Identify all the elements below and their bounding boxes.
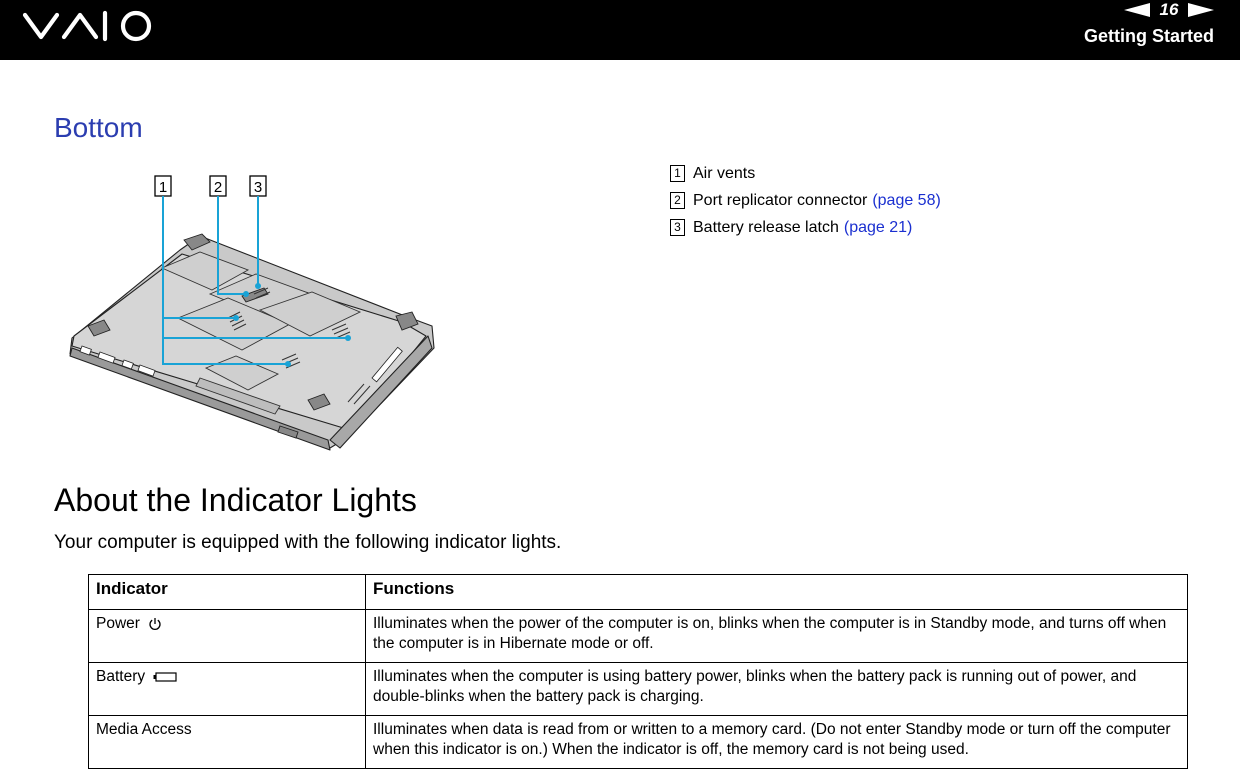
callout-3-label: 3 [253, 179, 263, 196]
callout-2-label: 2 [213, 179, 223, 196]
callout-legend [670, 160, 941, 241]
page-header [0, 0, 1240, 60]
callout-number: 3 [670, 219, 685, 236]
indicator-cell [89, 663, 366, 716]
legend-text: Battery release latch [693, 218, 839, 236]
table-row [89, 716, 1188, 769]
indicator-heading: About the Indicator Lights [54, 482, 417, 518]
callout-1-label: 1 [158, 179, 168, 196]
indicator-label: Power [96, 615, 140, 632]
legend-item [670, 160, 941, 187]
indicator-label: Battery [96, 668, 146, 685]
callout-number: 2 [670, 192, 685, 209]
intro-text: Your computer is equipped with the following indicator lights. [54, 532, 562, 553]
indicator-cell [89, 716, 366, 769]
laptop-bottom-diagram [60, 168, 450, 456]
page-21-link[interactable]: (page 21) [843, 218, 913, 236]
header-indicator: Indicator [89, 575, 366, 610]
legend-item [670, 214, 941, 241]
table-header-row [89, 575, 1188, 610]
function-cell: Illuminates when the power of the computer is on, blinks when the computer is in Standby mode, and turns off when the computer is in Hibernate mode or off. [366, 610, 1188, 663]
indicator-table [88, 574, 1188, 769]
callout-number: 1 [670, 165, 685, 182]
prev-page-icon[interactable] [1124, 3, 1150, 17]
bottom-heading: Bottom [54, 112, 143, 143]
legend-item [670, 187, 941, 214]
vaio-logo [22, 10, 158, 42]
battery-icon [153, 671, 177, 683]
page-number: 16 [1159, 0, 1179, 19]
power-icon [148, 617, 162, 631]
table-row [89, 610, 1188, 663]
legend-text: Port replicator connector [693, 191, 868, 209]
page-navigation [1124, 0, 1214, 20]
function-cell: Illuminates when the computer is using battery power, blinks when the battery pack is running out of power, and double-blinks when the battery pack is charging. [366, 663, 1188, 716]
table-row [89, 663, 1188, 716]
page-58-link[interactable]: (page 58) [872, 191, 941, 209]
function-cell: Illuminates when data is read from or written to a memory card. (Do not enter Standby mode or turn off the computer when this indicator is on.) When the indicator is off, the memory card is not being used. [366, 716, 1188, 769]
indicator-label: Media Access [96, 721, 192, 738]
legend-text: Air vents [693, 164, 756, 182]
next-page-icon[interactable] [1188, 3, 1214, 17]
header-functions: Functions [366, 575, 1188, 610]
indicator-cell [89, 610, 366, 663]
section-name: Getting Started [1083, 26, 1214, 46]
